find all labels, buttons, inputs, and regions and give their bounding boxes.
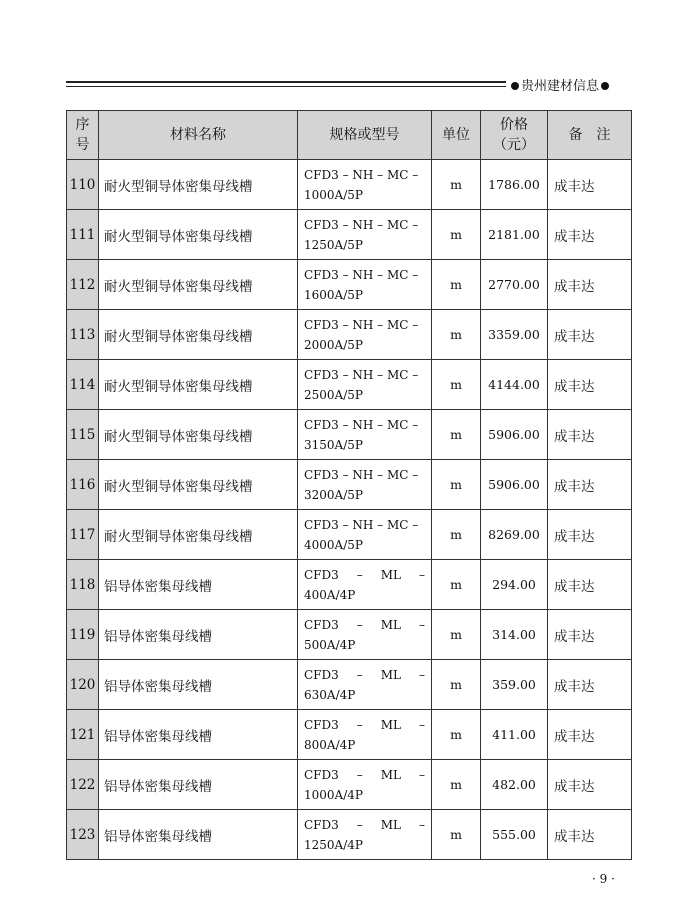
row-material-name: 铝导体密集母线槽 [99,660,298,710]
table-row [67,460,632,510]
row-seq: 113 [67,310,99,360]
table-row [67,160,632,210]
row-seq: 123 [67,810,99,860]
row-unit: m [432,310,481,360]
row-seq: 118 [67,560,99,610]
row-spec-line1: CFD3 – NH – MC – [304,517,419,532]
row-spec-line1: CFD3 – ML – [304,717,425,732]
header-seq: 序 号 [67,111,99,160]
row-note: 成丰达 [548,510,632,560]
row-spec-line2: 400A/4P [304,587,356,602]
row-price: 4144.00 [481,360,548,410]
row-material-name: 耐火型铜导体密集母线槽 [99,310,298,360]
row-spec-line2: 3200A/5P [304,487,363,502]
row-seq: 112 [67,260,99,310]
row-unit: m [432,410,481,460]
row-spec [298,210,432,260]
row-material-name: 耐火型铜导体密集母线槽 [99,260,298,310]
row-note: 成丰达 [548,160,632,210]
row-spec [298,410,432,460]
row-spec [298,560,432,610]
header-unit: 单位 [432,111,481,160]
row-material-name: 铝导体密集母线槽 [99,710,298,760]
row-note: 成丰达 [548,460,632,510]
row-unit: m [432,260,481,310]
row-seq: 122 [67,760,99,810]
row-spec-line1: CFD3 – ML – [304,617,425,632]
row-unit: m [432,510,481,560]
row-spec [298,160,432,210]
table-row [67,810,632,860]
table-row [67,560,632,610]
row-material-name: 铝导体密集母线槽 [99,810,298,860]
header-title [509,75,611,94]
row-seq: 115 [67,410,99,460]
row-note: 成丰达 [548,660,632,710]
row-seq: 110 [67,160,99,210]
row-spec [298,260,432,310]
row-price: 314.00 [481,610,548,660]
row-seq: 111 [67,210,99,260]
row-spec-line2: 800A/4P [304,737,356,752]
row-unit: m [432,360,481,410]
row-spec-line2: 3150A/5P [304,437,363,452]
row-unit: m [432,210,481,260]
header-note: 备 注 [548,111,632,160]
row-material-name: 耐火型铜导体密集母线槽 [99,360,298,410]
row-material-name: 铝导体密集母线槽 [99,610,298,660]
row-note: 成丰达 [548,760,632,810]
row-spec-line1: CFD3 – ML – [304,767,425,782]
row-unit: m [432,460,481,510]
table-row [67,510,632,560]
row-unit: m [432,710,481,760]
row-price: 5906.00 [481,460,548,510]
row-unit: m [432,610,481,660]
table-row [67,210,632,260]
table-body [67,160,632,860]
row-material-name: 耐火型铜导体密集母线槽 [99,460,298,510]
table-row [67,310,632,360]
row-unit: m [432,760,481,810]
row-seq: 117 [67,510,99,560]
header-name: 材料名称 [99,111,298,160]
row-spec-line1: CFD3 – NH – MC – [304,417,419,432]
bullet-icon [511,82,519,90]
table-row [67,660,632,710]
row-spec-line1: CFD3 – NH – MC – [304,167,419,182]
row-spec [298,760,432,810]
row-spec-line2: 1000A/4P [304,787,363,802]
row-spec [298,610,432,660]
row-note: 成丰达 [548,610,632,660]
row-spec-line2: 4000A/5P [304,537,363,552]
row-note: 成丰达 [548,310,632,360]
row-note: 成丰达 [548,260,632,310]
row-spec-line2: 2000A/5P [304,337,363,352]
row-note: 成丰达 [548,810,632,860]
row-spec-line2: 630A/4P [304,687,356,702]
header-title-text: 贵州建材信息 [521,79,600,94]
row-material-name: 铝导体密集母线槽 [99,560,298,610]
row-material-name: 耐火型铜导体密集母线槽 [99,510,298,560]
row-price: 8269.00 [481,510,548,560]
row-unit: m [432,560,481,610]
row-material-name: 铝导体密集母线槽 [99,760,298,810]
row-price: 482.00 [481,760,548,810]
row-spec-line2: 1000A/5P [304,187,363,202]
row-spec-line1: CFD3 – ML – [304,567,425,582]
row-spec [298,510,432,560]
row-material-name: 耐火型铜导体密集母线槽 [99,160,298,210]
row-seq: 114 [67,360,99,410]
row-spec-line1: CFD3 – NH – MC – [304,467,419,482]
row-spec-line1: CFD3 – ML – [304,817,425,832]
header-rule [66,81,506,89]
row-material-name: 耐火型铜导体密集母线槽 [99,210,298,260]
row-seq: 116 [67,460,99,510]
table-row [67,260,632,310]
row-price: 2770.00 [481,260,548,310]
row-spec-line2: 500A/4P [304,637,356,652]
row-note: 成丰达 [548,560,632,610]
row-spec-line1: CFD3 – NH – MC – [304,367,419,382]
row-spec-line2: 2500A/5P [304,387,363,402]
row-spec [298,810,432,860]
row-spec [298,310,432,360]
bullet-icon [601,82,609,90]
row-price: 555.00 [481,810,548,860]
page-number: · 9 · [592,872,615,886]
row-spec-line2: 1250A/4P [304,837,363,852]
row-spec [298,660,432,710]
header-price: 价格 （元） [481,111,548,160]
header-spec: 规格或型号 [298,111,432,160]
table-row [67,410,632,460]
row-spec-line1: CFD3 – NH – MC – [304,217,419,232]
table-row [67,710,632,760]
row-spec-line1: CFD3 – ML – [304,667,425,682]
row-unit: m [432,160,481,210]
table-header-row [67,111,632,160]
row-spec-line1: CFD3 – NH – MC – [304,267,419,282]
row-spec-line2: 1250A/5P [304,237,363,252]
row-seq: 120 [67,660,99,710]
row-spec-line1: CFD3 – NH – MC – [304,317,419,332]
row-spec-line2: 1600A/5P [304,287,363,302]
row-spec [298,360,432,410]
row-price: 1786.00 [481,160,548,210]
row-price: 294.00 [481,560,548,610]
row-price: 5906.00 [481,410,548,460]
row-note: 成丰达 [548,710,632,760]
row-price: 3359.00 [481,310,548,360]
row-unit: m [432,810,481,860]
row-spec [298,460,432,510]
row-unit: m [432,660,481,710]
row-seq: 119 [67,610,99,660]
table-row [67,760,632,810]
row-price: 411.00 [481,710,548,760]
row-seq: 121 [67,710,99,760]
row-spec [298,710,432,760]
row-price: 2181.00 [481,210,548,260]
table-row [67,360,632,410]
table-row [67,610,632,660]
price-table [66,110,632,860]
row-note: 成丰达 [548,360,632,410]
row-note: 成丰达 [548,410,632,460]
row-material-name: 耐火型铜导体密集母线槽 [99,410,298,460]
row-price: 359.00 [481,660,548,710]
row-note: 成丰达 [548,210,632,260]
